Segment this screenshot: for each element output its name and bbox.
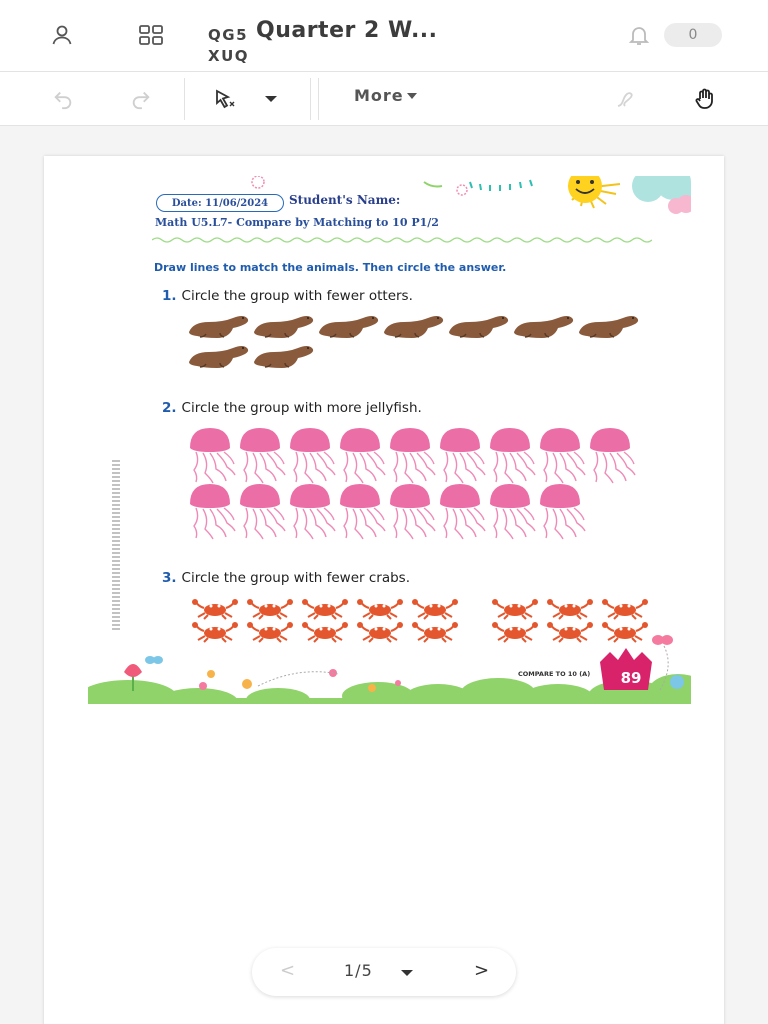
otter-icon — [316, 310, 381, 342]
crab-icon — [188, 621, 243, 647]
crab-icon — [598, 621, 653, 647]
jellyfish-icon — [186, 482, 236, 546]
annotation-toolbar — [0, 72, 768, 126]
crab-icon — [298, 621, 353, 647]
footer-label: COMPARE TO 10 (A) — [518, 670, 591, 678]
toolbar-divider — [310, 78, 311, 120]
pointer-tool-icon[interactable] — [210, 84, 240, 114]
more-menu-button[interactable] — [354, 86, 418, 105]
crab-icon — [543, 621, 598, 647]
otter-group-bottom — [186, 340, 316, 372]
question-1 — [162, 288, 413, 304]
jellyfish-icon — [486, 426, 536, 490]
otter-icon — [186, 310, 251, 342]
student-name-label: Student's Name: — [289, 193, 401, 207]
jellyfish-icon — [536, 426, 586, 490]
crab-icon — [243, 621, 298, 647]
profile-icon[interactable] — [47, 20, 77, 50]
otter-group-top — [186, 310, 641, 342]
crab-group-right-bottom — [488, 621, 653, 647]
more-menu-label: More — [354, 86, 404, 105]
grid-menu-icon[interactable] — [136, 20, 166, 50]
jellyfish-icon — [586, 426, 636, 490]
assignment-code — [208, 25, 249, 67]
jellyfish-icon — [286, 482, 336, 546]
grass-decoration — [88, 674, 691, 704]
copyright-vertical-text — [112, 460, 120, 630]
prev-page-button[interactable]: < — [280, 960, 296, 981]
jellyfish-icon — [386, 482, 436, 546]
otter-icon — [251, 340, 316, 372]
lesson-title: Math U5.L7- Compare by Matching to 10 P1/2 — [155, 216, 439, 229]
jellyfish-icon — [336, 482, 386, 546]
question-text: Circle the group with fewer otters. — [181, 288, 413, 304]
jellyfish-icon — [486, 482, 536, 546]
crab-icon — [488, 621, 543, 647]
assignment-code-line-2: XUQ — [208, 47, 249, 65]
butterfly-icon — [652, 635, 673, 645]
otter-icon — [576, 310, 641, 342]
question-text: Circle the group with fewer crabs. — [181, 570, 410, 586]
jellyfish-icon — [236, 426, 286, 490]
question-2 — [162, 400, 422, 416]
otter-icon — [511, 310, 576, 342]
undo-icon[interactable] — [48, 84, 78, 114]
question-3 — [162, 570, 410, 586]
question-number: 1. — [162, 288, 177, 304]
jellyfish-icon — [436, 482, 486, 546]
app-header — [0, 0, 768, 72]
page-counter: 1/5 — [344, 961, 373, 980]
crab-icon — [408, 621, 463, 647]
question-text: Circle the group with more jellyfish. — [181, 400, 422, 416]
jellyfish-group-bottom — [186, 482, 586, 546]
question-number: 3. — [162, 570, 177, 586]
more-chevron-icon — [406, 92, 418, 100]
jellyfish-icon — [436, 426, 486, 490]
worksheet-instructions: Draw lines to match the animals. Then circle the answer. — [154, 261, 507, 274]
tool-dropdown-chevron-icon[interactable] — [256, 84, 286, 114]
notification-count[interactable]: 0 — [664, 23, 722, 47]
jellyfish-icon — [286, 426, 336, 490]
assignment-code-line-1: QG5 — [208, 26, 249, 44]
butterfly-icon — [145, 656, 163, 664]
jellyfish-icon — [386, 426, 436, 490]
jellyfish-group-top — [186, 426, 636, 490]
wavy-divider — [152, 236, 652, 244]
redo-icon[interactable] — [126, 84, 156, 114]
document-title: Quarter 2 W... — [256, 18, 438, 43]
sun-icon — [568, 176, 620, 208]
toolbar-divider — [318, 78, 319, 120]
page-navigator — [252, 948, 516, 996]
question-number: 2. — [162, 400, 177, 416]
page-number: 89 — [620, 669, 642, 687]
otter-icon — [251, 310, 316, 342]
page-dropdown-chevron-icon[interactable] — [400, 963, 414, 982]
jellyfish-icon — [236, 482, 286, 546]
jellyfish-icon — [336, 426, 386, 490]
jellyfish-icon — [536, 482, 586, 546]
otter-icon — [186, 340, 251, 372]
hand-pan-icon[interactable] — [690, 84, 720, 114]
bell-icon[interactable] — [624, 20, 654, 50]
otter-icon — [381, 310, 446, 342]
pen-tool-icon[interactable] — [612, 84, 642, 114]
toolbar-divider — [184, 78, 185, 120]
crab-icon — [353, 621, 408, 647]
jellyfish-icon — [186, 426, 236, 490]
next-page-button[interactable]: > — [474, 960, 490, 981]
crab-group-left-bottom — [188, 621, 463, 647]
otter-icon — [446, 310, 511, 342]
worksheet-date: Date: 11/06/2024 — [156, 194, 284, 212]
